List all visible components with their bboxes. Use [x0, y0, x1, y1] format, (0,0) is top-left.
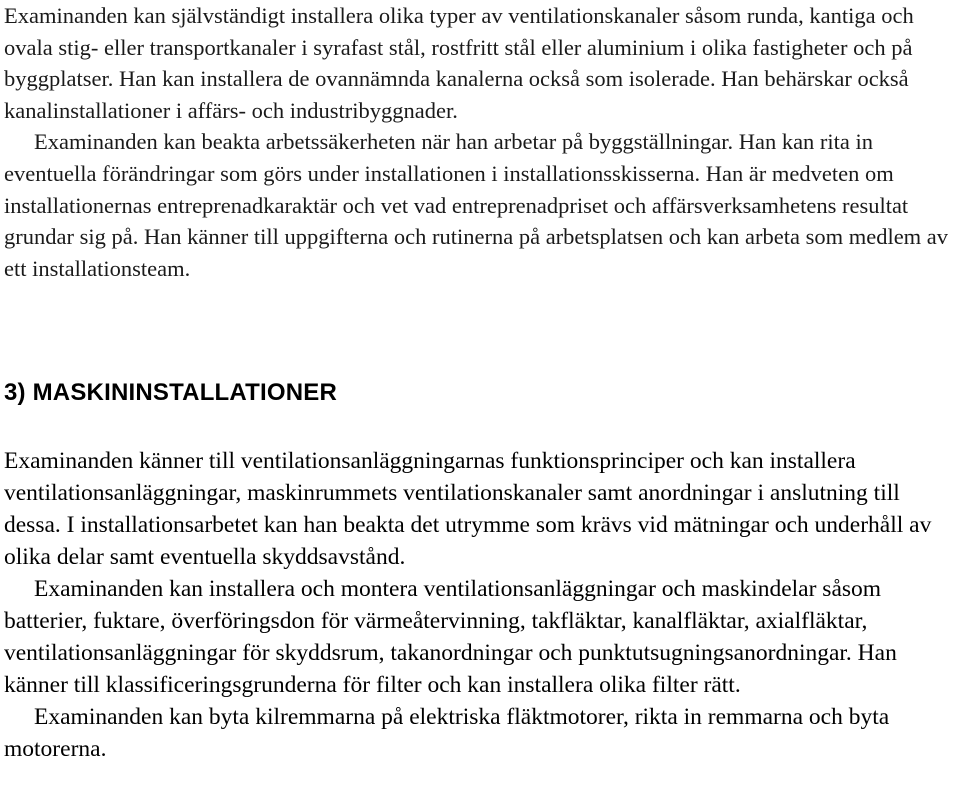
section-duct-installation: [4, 0, 956, 284]
section-heading: 3) MASKININSTALLATIONER: [4, 379, 338, 406]
section-machine-installation: [4, 445, 959, 765]
paragraph-duct-installation: Examinanden kan självständigt installera olika typer av ventilationskanaler såsom runda, kantiga och ovala stig- eller transportkanaler i syrafast stål, rostfritt stål eller aluminium i olika fastigheter och på byggplatser. Han kan installera de ovannämnda kanalerna också som isolerade. Han behärskar också kanalinstallationer i affärs- och industribyggnader.: [4, 3, 914, 123]
paragraph-machine-parts: Examinanden kan installera och montera ventilationsanläggningar och maskindelar såsom batterier, fuktare, överföringsdon för värmeåtervinning, takfläktar, kanalfläktar, axialfläktar, ventilationsanläggningar för skyddsrum, takanordningar och punktutsugningsanordningar. Han känner till klassificeringsgrunderna för filter och kan installera olika filter rätt.: [4, 576, 897, 698]
document-page: [4, 0, 956, 762]
paragraph-fan-motors: Examinanden kan byta kilremmarna på elektriska fläktmotorer, rikta in remmarna och byta motorerna.: [4, 704, 890, 762]
paragraph-ventilation-principles: Examinanden känner till ventilationsanläggningarnas funktionsprinciper och kan installera ventilationsanläggningar, maskinrummets ventilationskanaler samt anordningar i anslutning till dessa. I installationsarbetet kan han beakta det utrymme som krävs vid mätningar och underhåll av olika delar samt eventuella skyddsavstånd.: [4, 448, 932, 570]
paragraph-work-safety: Examinanden kan beakta arbetssäkerheten när han arbetar på byggställningar. Han kan rita in eventuella förändringar som görs under installationen i installationsskisserna. Han är medveten om installationernas entreprenadkaraktär och vet vad entreprenadpriset och affärsverksamhetens resultat grundar sig på. Han känner till uppgifterna och rutinerna på arbetsplatsen och kan arbeta som medlem av ett installationsteam.: [4, 129, 949, 281]
